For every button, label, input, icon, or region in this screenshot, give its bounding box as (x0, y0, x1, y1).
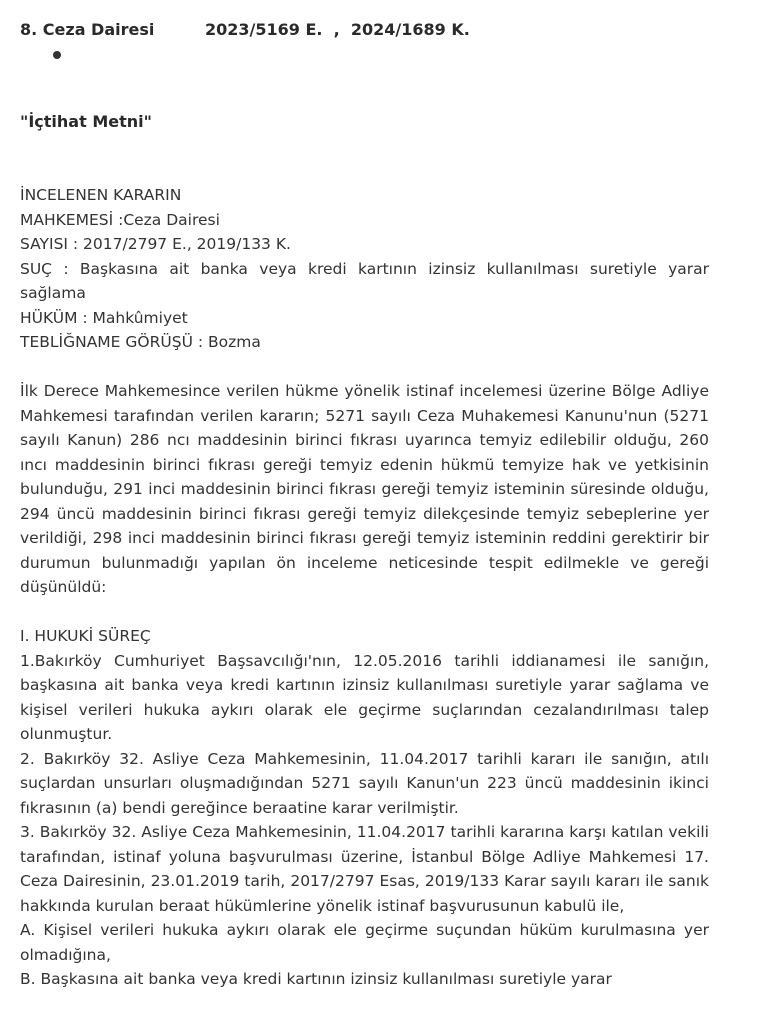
document-header (20, 20, 470, 39)
list-item: 1.Bakırköy Cumhuriyet Başsavcılığı'nın, 12.05.2016 tarihli iddianamesi ile sanığın, başkasına ait banka veya kredi kartının izinsiz kullanılması suretiyle yarar sağlama ve kişisel verileri hukuka aykırı olarak ele geçirme suçlarından cezalandırılması talep olunmuştur. (20, 651, 709, 743)
intro-line: SUÇ : Başkasına ait banka veya kredi kartının izinsiz kullanılması suretiyle yarar sağlama (20, 259, 709, 302)
intro-line: HÜKÜM : Mahkûmiyet (20, 308, 188, 327)
document-body (20, 183, 709, 992)
list-item: 3. Bakırköy 32. Asliye Ceza Mahkemesinin, 11.04.2017 tarihli kararına karşı katılan vekili tarafından, istinaf yoluna başvurulması üzerine, İstanbul Bölge Adliye Mahkemesi 17. Ceza Dairesinin, 23.01.2019 tarih, 2017/2797 Esas, 2019/133 Karar sayılı kararı ile sanık hakkında kurulan beraat hükümlerine yönelik istinaf başvurusunun kabulü ile, (20, 823, 709, 915)
list-item: B. Başkasına ait banka veya kredi kartının izinsiz kullanılması suretiyle yarar (20, 970, 612, 988)
bullet-icon (53, 51, 61, 59)
section-title: "İçtihat Metni" (20, 112, 152, 131)
list-item: A. Kişisel verileri hukuka aykırı olarak ele geçirme suçundan hüküm kurulmasına yer olmadığına, (20, 921, 709, 964)
intro-line: MAHKEMESİ :Ceza Dairesi (20, 210, 220, 229)
intro-line: İNCELENEN KARARIN (20, 186, 182, 204)
case-numbers: 2023/5169 E. , 2024/1689 K. (205, 20, 470, 39)
paragraph: İlk Derece Mahkemesince verilen hükme yönelik istinaf incelemesi üzerine Bölge Adliye Mahkemesi tarafından verilen kararın; 5271 sayılı Ceza Muhakemesi Kanunu'nun (5271 sayılı Kanun) 286 ncı maddesinin birinci fıkrası uyarınca temyiz edilebilir olduğu, 260 ıncı maddesinin birinci fıkrası gereği temyiz edenin hükmü temyize hak ve yetkisinin bulunduğu, 291 inci maddesinin birinci fıkrası gereği temyiz isteminin süresinde olduğu, 294 üncü maddesinin birinci fıkrası gereği temyiz dilekçesinde temyiz sebeplerine yer verildiği, 298 inci maddesinin birinci fıkrası gereği temyiz isteminin reddini gerektirir bir durumun bulunmadığı yapılan ön inceleme neticesinde tespit edilmekle ve gereği düşünüldü: (20, 382, 709, 596)
list-item: 2. Bakırköy 32. Asliye Ceza Mahkemesinin, 11.04.2017 tarihli kararı ile sanığın, atılı suçlardan unsurları oluşmadığından 5271 sayılı Kanun'un 223 üncü maddesinin ikinci fıkrasının (a) bendi gereğince beraatine karar verilmiştir. (20, 749, 709, 817)
department-name: 8. Ceza Dairesi (20, 20, 155, 39)
section-heading: I. HUKUKİ SÜREÇ (20, 627, 151, 645)
intro-line: TEBLİĞNAME GÖRÜŞÜ : Bozma (20, 333, 261, 351)
intro-line: SAYISI : 2017/2797 E., 2019/133 K. (20, 235, 291, 253)
